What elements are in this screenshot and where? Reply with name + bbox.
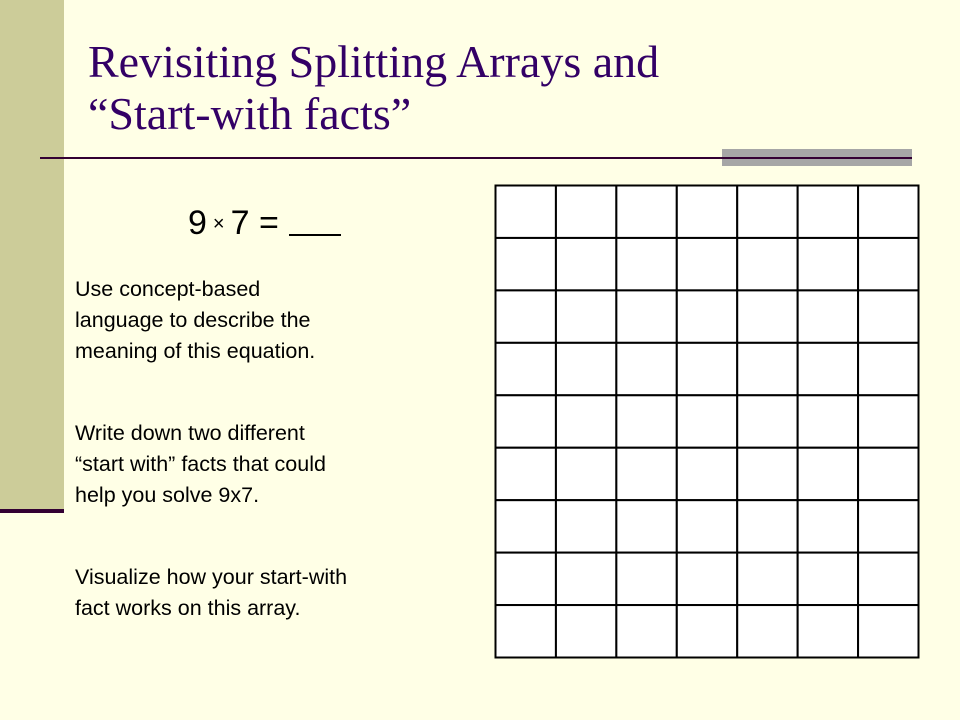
array-cell [737,290,797,342]
array-cell [496,448,556,500]
array-cell [677,186,737,238]
array-cell [858,290,918,342]
array-cell [798,448,858,500]
array-cell [496,500,556,552]
array-cell [737,500,797,552]
array-cell [858,343,918,395]
equation-left: 9 [188,204,207,242]
array-cell [556,553,616,605]
array-cell [677,395,737,447]
array-cell [798,238,858,290]
array-cell [616,343,676,395]
array-grid [494,184,920,659]
array-cell [798,605,858,657]
array-cell [798,290,858,342]
array-cell [858,500,918,552]
array-cell [556,343,616,395]
array-cell [677,290,737,342]
array-cell [798,553,858,605]
array-cell [677,343,737,395]
array-cell [737,343,797,395]
array-cell [616,395,676,447]
array-cell [737,605,797,657]
array-cell [858,605,918,657]
array-cell [616,500,676,552]
array-cell [677,553,737,605]
array-cell [556,500,616,552]
array-cell [616,290,676,342]
array-cell [556,448,616,500]
array-cell [737,395,797,447]
array-cell [858,553,918,605]
array-cell [677,238,737,290]
array-cell [496,290,556,342]
array-cell [496,605,556,657]
side-accent-line [0,509,64,513]
array-cell [556,395,616,447]
array-cell [496,343,556,395]
slide-title-line-2: “Start-with facts” [88,88,412,139]
array-cell [616,238,676,290]
array-cell [496,186,556,238]
array-cell [616,605,676,657]
array-cell [737,553,797,605]
prompt-visualize-array: Visualize how your start-with fact works on this array. [75,565,348,620]
prompt-start-with-facts: Write down two different “start with” facts that could help you solve 9x7. [75,421,326,507]
answer-blank [289,204,341,236]
array-cell [616,186,676,238]
array-cell [556,290,616,342]
array-cell [858,186,918,238]
array-cell [556,186,616,238]
equation-right: 7 = [230,204,279,242]
array-cell [858,238,918,290]
side-decoration-bar [0,0,64,510]
slide-title [88,36,659,140]
array-cell [737,448,797,500]
array-cell [616,448,676,500]
title-accent-bar-lower [722,159,912,166]
array-cell [496,238,556,290]
array-cell [616,553,676,605]
array-cell [556,605,616,657]
title-accent-bar [722,149,912,157]
array-cell [677,448,737,500]
array-cell [858,395,918,447]
array-cell [496,553,556,605]
times-sign: × [212,213,225,235]
array-cell [737,238,797,290]
array-cell [798,186,858,238]
array-cell [798,500,858,552]
array-cell [798,395,858,447]
equation [188,203,341,244]
prompt-describe-meaning: Use concept-based language to describe the meaning of this equation. [75,277,316,363]
slide-title-line-1: Revisiting Splitting Arrays and [88,36,660,87]
array-cell [677,500,737,552]
array-cell [556,238,616,290]
array-cell [496,395,556,447]
array-cell [737,186,797,238]
array-cell [798,343,858,395]
array-cell [677,605,737,657]
array-cell [858,448,918,500]
